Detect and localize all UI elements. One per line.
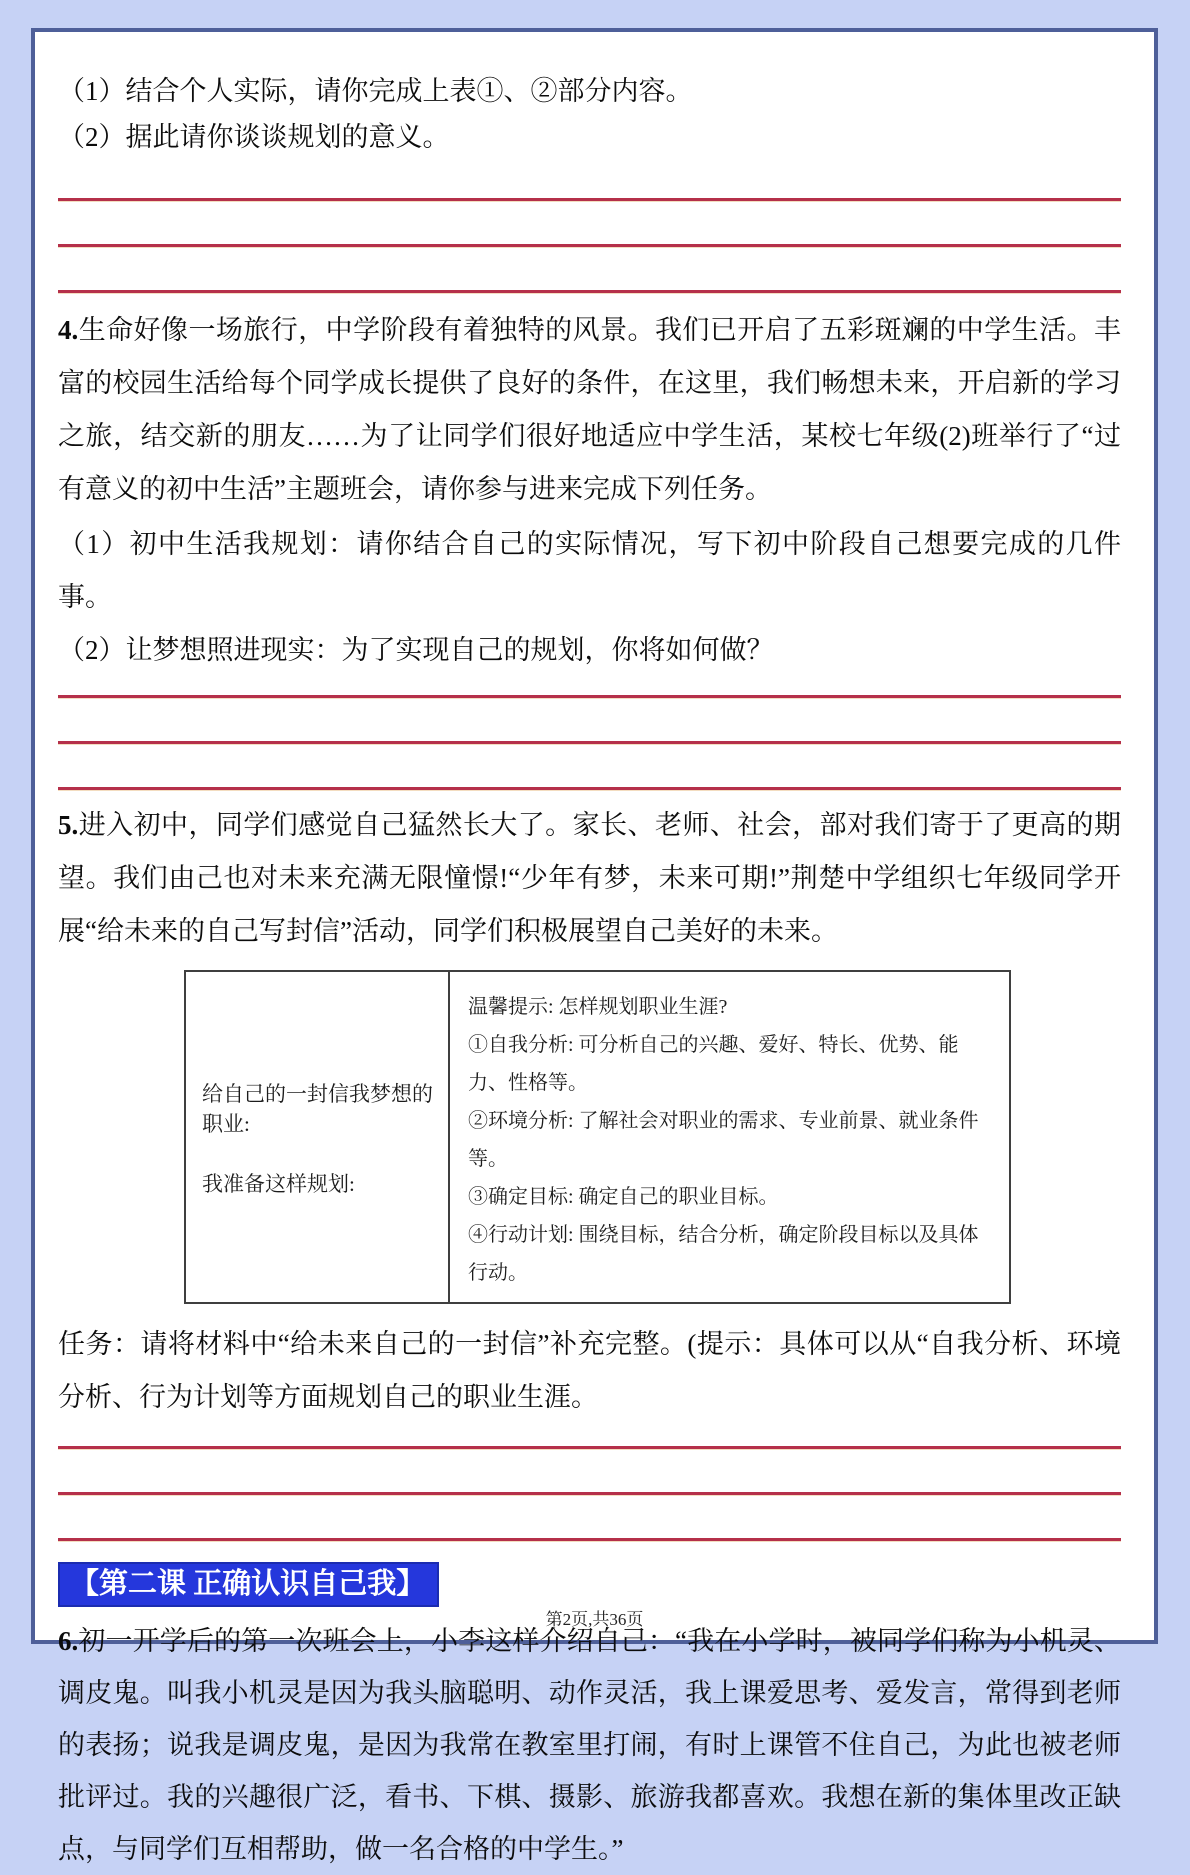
table-left-cell: [186, 972, 450, 1302]
answer-line: [58, 787, 1121, 791]
section-2-header: 【第二课 正确认识自己我】: [58, 1562, 439, 1607]
section-2-header-row: [58, 1542, 1121, 1607]
career-planning-table: [184, 970, 1011, 1304]
table-left-line: 我准备这样规划:: [202, 1172, 355, 1196]
answer-lines-group-2: [58, 695, 1121, 791]
question-6-number: 6.: [58, 1626, 79, 1656]
answer-line: [58, 1492, 1121, 1496]
table-tip-item: ①自我分析: 可分析自己的兴趣、爱好、特长、优势、能力、性格等。: [468, 1034, 959, 1094]
question-3-part-2: （2）据此请你谈谈规划的意义。: [58, 122, 450, 152]
answer-line: [58, 290, 1121, 294]
question-6-paragraph: [58, 1615, 1121, 1875]
page-number-footer: 第2页,共36页: [545, 1610, 644, 1629]
question-5-text: 进入初中，同学们感觉自己猛然长大了。家长、老师、社会，部对我们寄于了更高的期望。我们由己也对未来充满无限憧憬!“少年有梦，未来可期!”荆楚中学组织七年级同学开展“给未来的自己写封信”活动，同学们积极展望自己美好的未来。: [58, 810, 1121, 946]
answer-lines-group-3: [58, 1446, 1121, 1542]
table-tip-item: ②环境分析: 了解社会对职业的需求、专业前景、就业条件等。: [468, 1110, 979, 1170]
answer-line: [58, 695, 1121, 699]
table-left-line: 给自己的一封信我梦想的职业:: [202, 1082, 433, 1136]
question-4-part-1: （1）初中生活我规划：请你结合自己的实际情况，写下初中阶段自己想要完成的几件事。: [58, 529, 1121, 612]
question-5-task: 任务：请将材料中“给未来自己的一封信”补充完整。(提示：具体可以从“自我分析、环境分析、行为计划等方面规划自己的职业生涯。: [58, 1329, 1121, 1412]
question-4-paragraph: [58, 304, 1121, 516]
answer-lines-group-1: [58, 198, 1121, 294]
answer-line: [58, 244, 1121, 248]
question-4-part-2: （2）让梦想照进现实：为了实现自己的规划，你将如何做？: [58, 635, 774, 665]
worksheet-page: [31, 28, 1158, 1864]
question-4-number: 4.: [58, 315, 79, 345]
table-tip-item: ④行动计划: 围绕目标，结合分析，确定阶段目标以及具体行动。: [468, 1224, 979, 1284]
answer-line: [58, 198, 1121, 202]
question-6-text: 初一开学后的第一次班会上，小李这样介绍自己：“我在小学时，被同学们称为小机灵、调皮鬼。叫我小机灵是因为我头脑聪明、动作灵活，我上课爱思考、爱发言，常得到老师的表扬；说我是调皮鬼，是因为我常在教室里打闹，有时上课管不住自己，为此也被老师批评过。我的兴趣很广泛，看书、下棋、摄影、旅游我都喜欢。我想在新的集体里改正缺点，与同学们互相帮助，做一名合格的中学生。”: [58, 1626, 1121, 1864]
question-3-part-1: （1）结合个人实际，请你完成上表①、②部分内容。: [58, 76, 693, 106]
table-right-cell: [450, 972, 1009, 1302]
answer-line: [58, 741, 1121, 745]
question-5-paragraph: [58, 799, 1121, 958]
table-tip-header: 温馨提示: 怎样规划职业生涯?: [468, 996, 728, 1018]
question-5-number: 5.: [58, 810, 79, 840]
answer-line: [58, 1446, 1121, 1450]
page-content: [35, 32, 1154, 1875]
question-4-text: 生命好像一场旅行，中学阶段有着独特的风景。我们已开启了五彩斑斓的中学生活。丰富的校园生活给每个同学成长提供了良好的条件，在这里，我们畅想未来，开启新的学习之旅，结交新的朋友……为了让同学们很好地适应中学生活，某校七年级(2)班举行了“过有意义的初中生活”主题班会，请你参与进来完成下列任务。: [58, 315, 1121, 504]
table-tip-item: ③确定目标: 确定自己的职业目标。: [468, 1186, 779, 1208]
